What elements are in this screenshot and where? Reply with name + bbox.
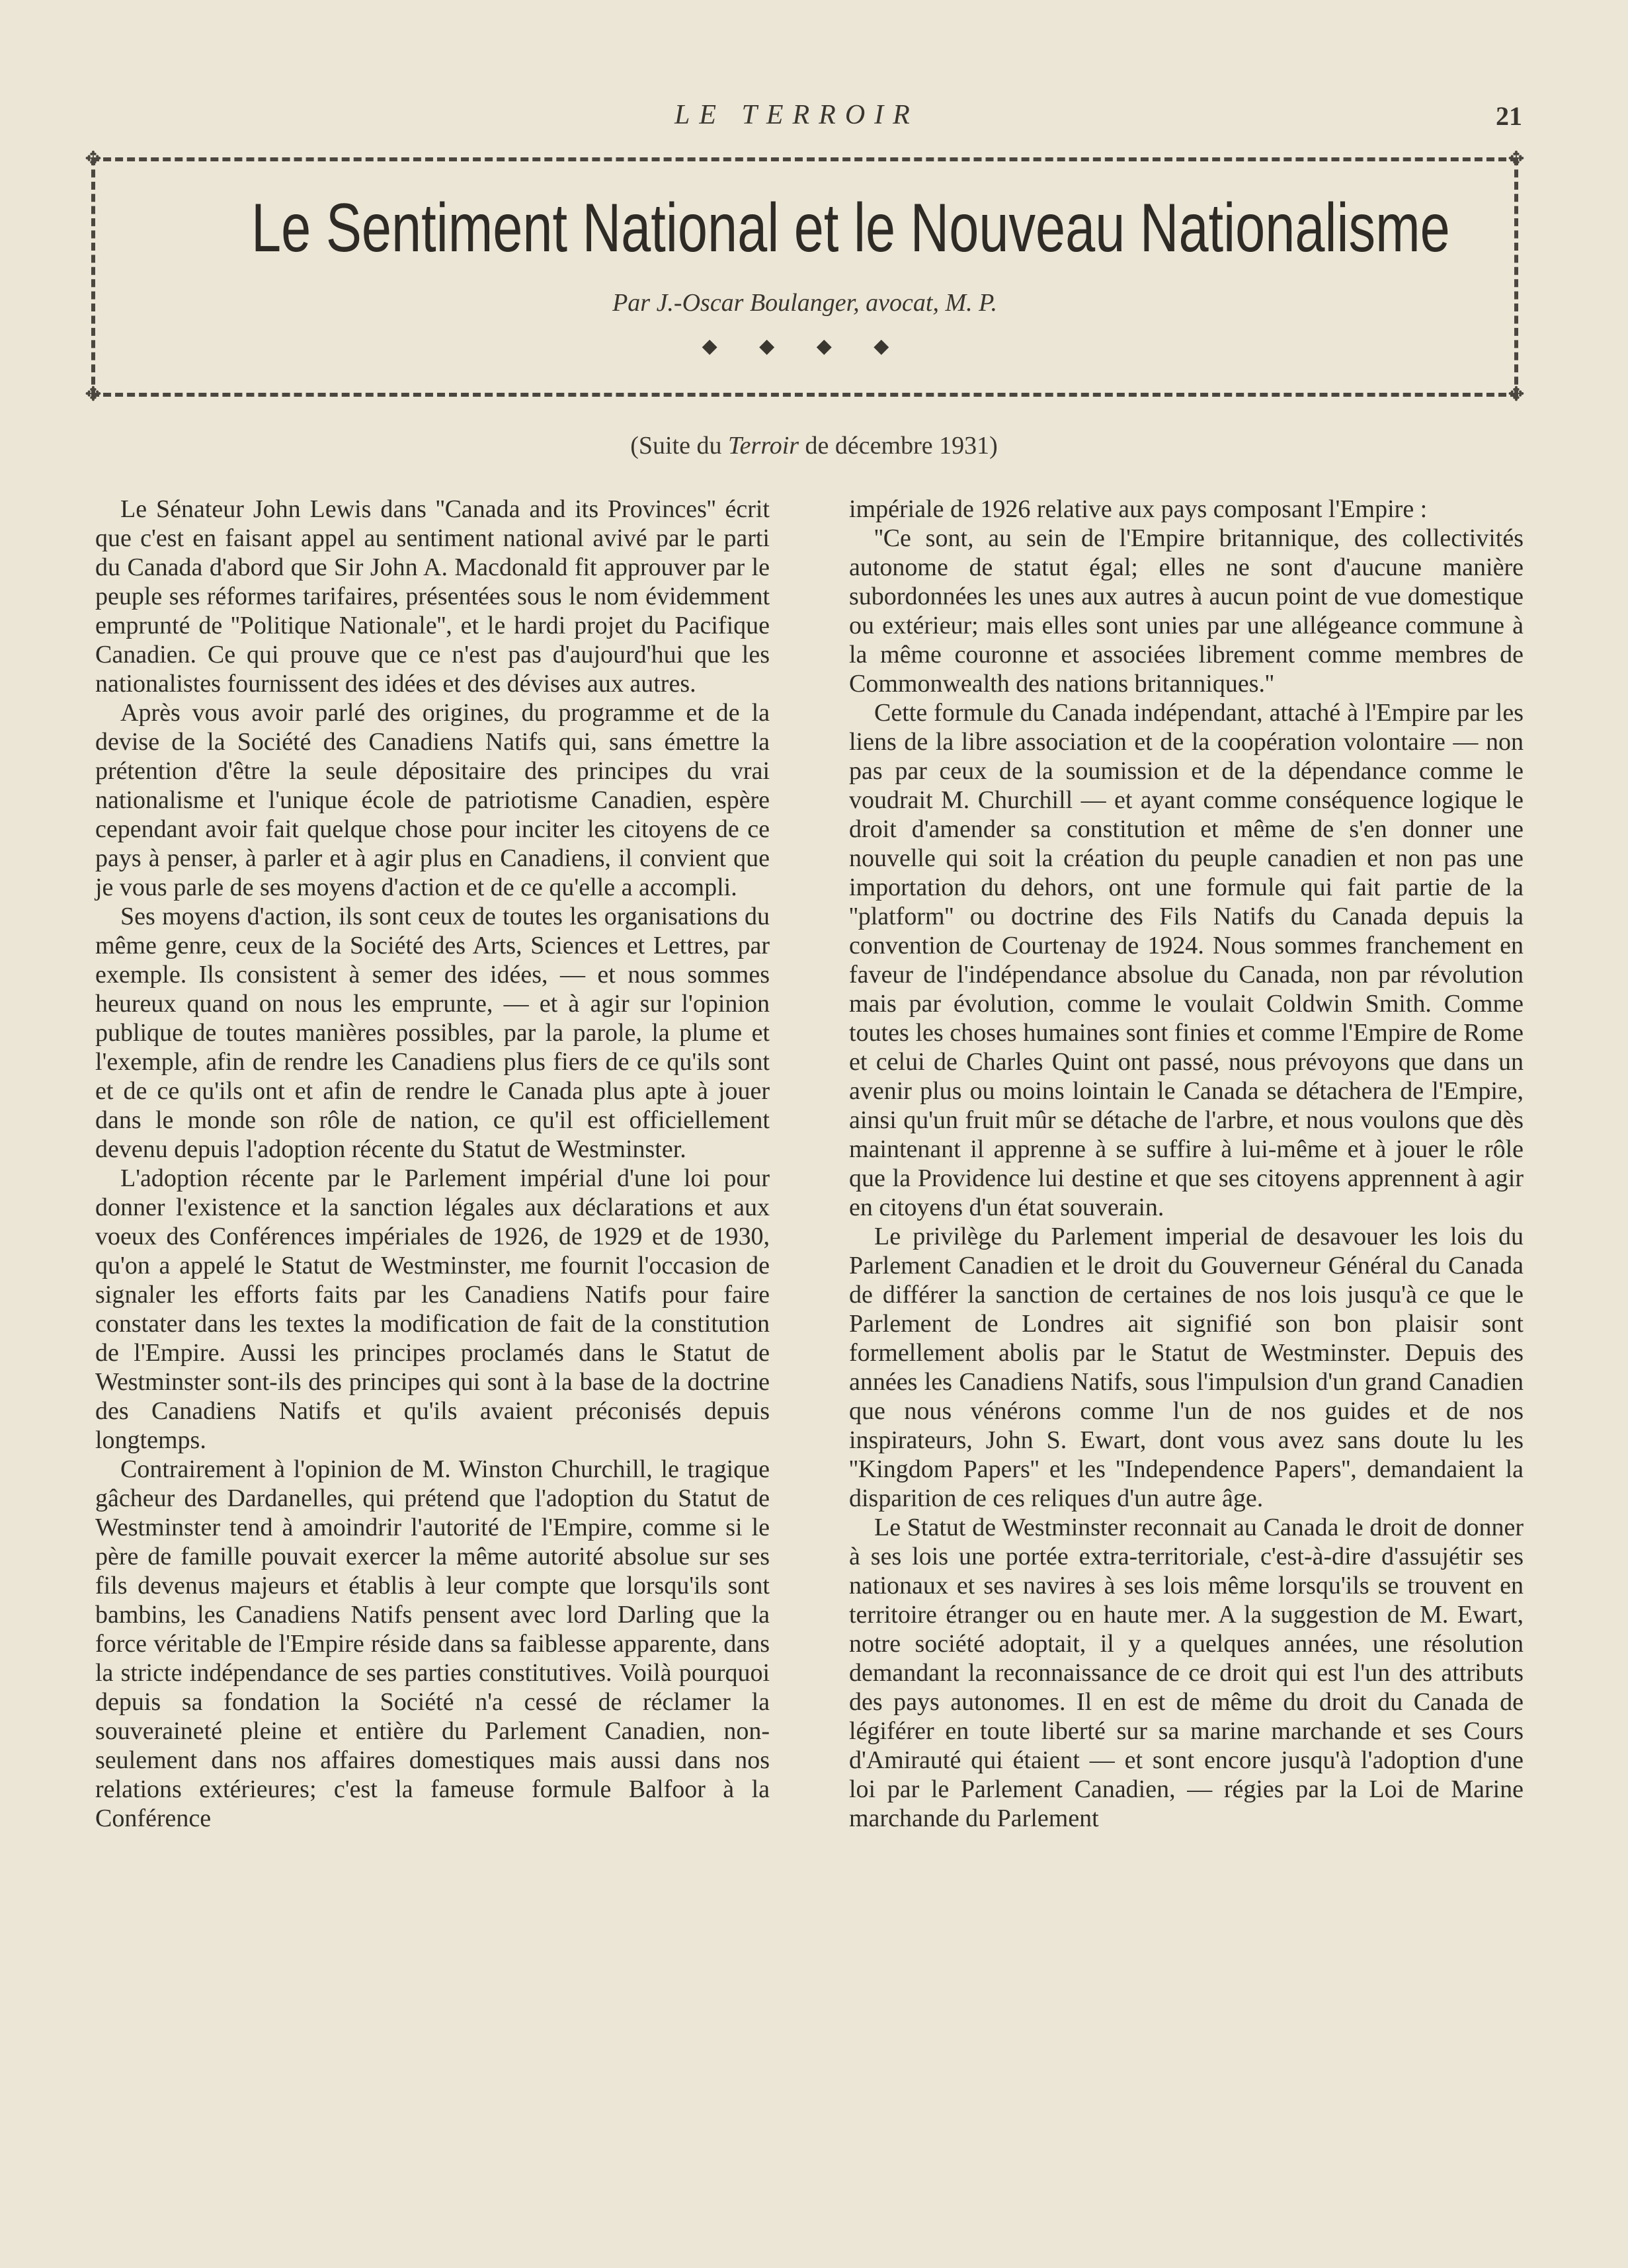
continuation-note — [0, 431, 1628, 460]
paragraph: Contrairement à l'opinion de M. Winston Churchill, le tragique gâcheur des Dardanelles, qui prétend que l'adoption du Statut de Westminster tend à amoindrir l'autorité de l'Empire, comme si le père de famille pouvait exercer la même autorité absolue sur ses fils devenus majeurs et établis à leur compte que lorsqu'ils sont bambins, les Canadiens Natifs pensent avec lord Darling que la force véritable de l'Empire réside dans sa faiblesse apparente, dans la stricte indépendance de ses parties constitutives. Voilà pourquoi depuis sa fondation la Société n'a cessé de réclamer la souveraineté pleine et entière du Parlement Canadien, non-seulement dans nos affaires domestiques mais aussi dans nos relations extérieures; c'est la fameuse formule Balfoor à la Conférence — [95, 1455, 770, 1832]
paragraph: L'adoption récente par le Parlement impérial d'une loi pour donner l'existence et la sanction légales aux déclarations et aux voeux des Conférences impériales de 1926, de 1929 et de 1930, qu'on a appelé le Statut de Westminster, me fournit l'occasion de signaler les efforts faits par les Canadiens Natifs pour faire constater dans les textes la modification de fait de la constitution de l'Empire. Aussi les principes proclamés dans le Statut de Westminster sont-ils des principes qui sont à la base de la doctrine des Canadiens Natifs et qu'ils avaient préconisés depuis longtemps. — [95, 1164, 770, 1454]
corner-ornament-icon: ✥ — [1508, 148, 1525, 170]
continuation-journal: Terroir — [728, 432, 799, 460]
byline: Par J.-Oscar Boulanger, avocat, M. P. — [612, 289, 997, 317]
right-column — [849, 495, 1524, 1833]
paragraph: Le privilège du Parlement imperial de desavouer les lois du Parlement Canadien et le droit du Gouverneur Général du Canada de différer la sanction de certaines de nos lois jusqu'à ce que le Parlement de Londres ait signifié son bon plaisir sont formellement abolis par le Statut de Westminster. Depuis des années les Canadiens Natifs, sous l'impulsion d'un grand Canadien que nous vénérons comme l'un de nos guides et de nos inspirateurs, John S. Ewart, dont vous avez sans doute lu les ''Kingdom Papers'' et les ''Independence Papers'', demandaient la disparition de ces reliques d'un autre âge. — [849, 1223, 1524, 1512]
paragraph: Cette formule du Canada indépendant, attaché à l'Empire par les liens de la libre association et de la coopération volontaire — non pas par ceux de la soumission et de la dépendance comme le voudrait M. Churchill — et ayant comme conséquence logique le droit d'amender sa constitution et même de s'en donner une nouvelle qui soit la création du peuple canadien et non pas une importation du dehors, ont une formule qui fait partie de la ''platform'' ou doctrine des Fils Natifs du Canada depuis la convention de Courtenay de 1924. Nous sommes franchement en faveur de l'indépendance absolue du Canada, non par révolution mais par évolution, comme le voulait Coldwin Smith. Comme toutes les choses humaines sont finies et comme l'Empire de Rome et celui de Charles Quint ont passé, nous prévoyons que dans un avenir plus ou moins lointain le Canada se détachera de l'Empire, ainsi qu'un fruit mûr se détache de l'arbre, et nous voulons que dès maintenant il apprenne à se suffire à lui-même et à jouer le rôle que la Providence lui destine et que ses citoyens apprennent à agir en citoyens d'un état souverain. — [849, 699, 1524, 1221]
continuation-after: de décembre 1931) — [799, 432, 998, 460]
paragraph: ''Ce sont, au sein de l'Empire britannique, des collectivités autonome de statut égal; elles ne sont d'aucune manière subordonnées les unes aux autres à aucun point de vue domestique ou extérieur; mais elles sont unies par une allégeance commune à la même couronne et associées librement comme membres de Commonwealth des nations britanniques.'' — [849, 524, 1524, 698]
corner-ornament-icon: ✥ — [85, 148, 102, 170]
page-header — [0, 99, 1628, 145]
paragraph: Après vous avoir parlé des origines, du programme et de la devise de la Société des Canadiens Natifs qui, sans émettre la prétention d'être la seule dépositaire des principes du vrai nationalisme et l'unique école de patriotisme Canadien, espère cependant avoir fait quelque chose pour inciter les citoyens de ce pays à penser, à parler et à agir plus en Canadiens, il convient que je vous parle de ses moyens d'action et de ce qu'elle a accompli. — [95, 699, 770, 901]
title-frame — [85, 148, 1525, 405]
page-number: 21 — [1496, 101, 1522, 131]
corner-ornament-icon: ✥ — [85, 384, 102, 405]
continuation-before: (Suite du — [630, 432, 729, 460]
paragraph: impériale de 1926 relative aux pays composant l'Empire : — [849, 495, 1428, 523]
running-title: LE TERROIR — [674, 100, 919, 130]
corner-ornament-icon: ✥ — [1508, 384, 1525, 405]
article-title: Le Sentiment National et le Nouveau Nationalisme — [251, 190, 1450, 266]
paragraph: Ses moyens d'action, ils sont ceux de toutes les organisations du même genre, ceux de la Société des Arts, Sciences et Lettres, par exemple. Ils consistent à semer des idées, — et nous sommes heureux quand on nous les emprunte, — et à agir sur l'opinion publique de toutes manières possibles, par la parole, la plume et l'exemple, afin de rendre les Canadiens plus fiers de ce qu'ils sont et de ce qu'ils ont et afin de rendre le Canada plus apte à jouer dans le monde son rôle de nation, ce qu'il est officiellement devenu depuis l'adoption récente du Statut de Westminster. — [95, 903, 770, 1163]
paragraph: Le Statut de Westminster reconnait au Canada le droit de donner à ses lois une portée extra-territoriale, c'est-à-dire d'assujétir ses nationaux et ses navires à ses lois même lorsqu'ils se trouvent en territoire étranger ou en haute mer. A la suggestion de M. Ewart, notre société adoptait, il y a quelques années, une résolution demandant la reconnaissance de ce droit qui est l'un des attributs des pays autonomes. Il en est de même du droit du Canada de légiférer en toute liberté sur sa marine marchande et ses Cours d'Amirauté qui étaient — et sont encore jusqu'à l'adoption d'une loi par le Parlement Canadien, — régies par la Loi de Marine marchande du Parlement — [849, 1514, 1524, 1832]
left-column — [95, 495, 770, 1833]
diamond-ornament-icon: ◆ ◆ ◆ ◆ — [702, 335, 908, 357]
paragraph: Le Sénateur John Lewis dans ''Canada and its Provinces'' écrit que c'est en faisant appel au sentiment national avivé par le parti du Canada d'abord que Sir John A. Macdonald fit approuver par le peuple ses réformes tarifaires, présentées sous le nom évidemment emprunté de ''Politique Nationale'', et le hardi projet du Pacifique Canadien. Ce qui prouve que ce n'est pas d'aujourd'hui que les nationalistes fournissent des idées et des dévises aux autres. — [95, 495, 770, 698]
